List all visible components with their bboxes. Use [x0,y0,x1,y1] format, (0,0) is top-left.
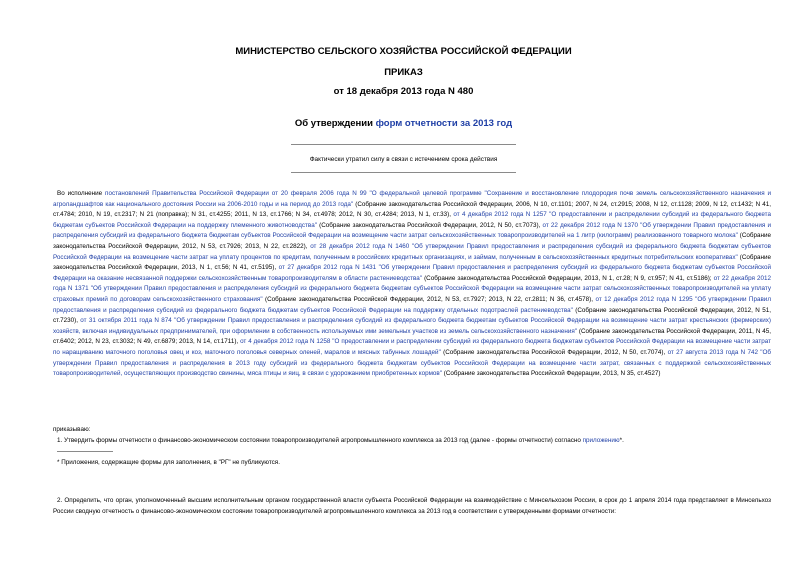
law-link[interactable]: постановлений Правительства Российской Федерации от 20 февраля 2006 года N 99 "О федеральной целевой программе "Сохранение и восстановление плодородия почв земель сельскохозяйственного назначения и агроландшафтов как национального достояния России на 2006-2010 годы и на период до 2013 года" [53,190,771,208]
paragraph-preamble [53,189,771,380]
ministry-heading: МИНИСТЕРСТВО СЕЛЬСКОГО ХОЗЯЙСТВА РОССИЙСКОЙ ФЕДЕРАЦИИ [235,46,572,57]
citation-text: (Собрание законодательства Российской Федерации, 2012, N 50, ст.7073), [316,221,543,229]
law-link[interactable]: от 4 декабря 2012 года N 1258 "О предоставлении и распределении субсидий из федерального бюджета бюджетам субъектов Российской Федерации на возмещение части затрат по наращиванию маточного поголовья овец и коз, маточного поголовья северных оленей, маралов и мясных табунных лошадей" [53,338,771,356]
footnote-divider [57,451,113,452]
law-link[interactable]: от 31 октября 2011 года N 874 "Об утверждении Правил предоставления и распределения субсидий из федерального бюджета бюджетам субъектов Российской Федерации на возмещение части затрат крестьянских (фермерских) хозяйств, включая индивидуальных предпринимателей, при оформлении в собственность используемых ими земельных участков из земель сельскохозяйственного назначения" [53,317,771,335]
paragraph-order: приказываю: [53,426,91,433]
citation-text: (Собрание законодательства Российской Федерации, 2011, N 45, ст.6402; 2012, N 23, ст.3032; N 49, ст.6879; 2013, N 14, ст.1711), [53,327,772,346]
item-1-text: 1. Утвердить формы отчетности о финансово-экономическом состоянии товаропроизводителей агропромышленного комплекса за 2013 год (далее - формы отчетности) согласно [57,437,583,444]
law-link[interactable]: от 22 декабря 2012 года N 1370 "Об утверждении Правил предоставления и распределения субсидий из федерального бюджета бюджетам субъектов Российской Федерации на возмещение части затрат сельскохозяйственных товаропроизводителей на 1 литр (килограмм) реализованного товарного молока" [53,221,772,240]
law-link[interactable]: от 4 декабря 2012 года N 1257 "О предоставлении и распределении субсидий из федерального бюджета бюджетам субъектов Российской Федерации на поддержку племенного животноводства" [53,211,771,229]
divider-top [291,144,516,145]
law-link[interactable]: от 22 декабря 2012 года N 1371 "Об утверждении Правил предоставления и распределения субсидий из федерального бюджета бюджетам субъектов Российской Федерации на возмещение части затрат сельскохозяйственных товаропроизводителей на уплату страховых премий по договорам сельскохозяйственного страхования" [53,274,771,303]
law-link[interactable]: от 27 декабря 2012 года N 1431 "Об утверждении Правил предоставления и распределения субсидий из федерального бюджета бюджетам субъектов Российской Федерации на оказание несвязанной поддержки сельскохозяйственным товаропроизводителям в области растениеводства" [53,264,771,282]
citation-text: (Собрание законодательства Российской Федерации, 2013, N 1, ст.56; N 41, ст.5195), [53,253,771,272]
paragraph-item-1 [53,436,771,447]
law-link[interactable]: от 28 декабря 2012 года N 1460 "Об утверждении Правил предоставления и распределения субсидий из федерального бюджета бюджетам субъектов Российской Федерации на возмещение части затрат на уплату процентов по кредитам, полученным в российских кредитных организациях, и займам, полученным в сельскохозяйственных кредитных потребительских кооперативах" [53,242,771,261]
date-number: от 18 декабря 2013 года N 480 [333,86,474,97]
citation-text: (Собрание законодательства Российской Федерации, 2012, N 53, ст.7927; 2013, N 22, ст.2811; N 36, ст.4578), [262,295,596,303]
law-link[interactable]: от 12 декабря 2012 года N 1295 "Об утверждении Правил предоставления и распределения субсидий из федерального бюджета бюджетам субъектов Российской Федерации на поддержку отдельных подотраслей растениеводства" [53,295,771,314]
doc-type-heading: ПРИКАЗ [384,67,423,78]
paragraph-item-2: 2. Определить, что орган, уполномоченный высшим исполнительным органом государственной власти субъекта Российской Федерации на взаимодействие с Минсельхозом России, в срок до 1 апреля 2014 года представляет в Минсельхоз России сводную отчетность о финансово-экономическом состоянии товаропроизводителей агропромышленного комплекса за 2013 год в соответствии с утвержденными формами отчетности: [53,497,771,515]
citation-text: (Собрание законодательства Российской Федерации, 2013, N 35, ст.4527) [442,370,661,378]
citation-text: (Собрание законодательства Российской Федерации, 2012, N 50, ст.7074), [440,348,668,356]
preamble-intro: Во исполнение [57,190,106,197]
citation-text: (Собрание законодательства Российской Федерации, 2013, N 1, ст.28; N 9, ст.957; N 41, ст.5186); [422,274,714,282]
title-prefix: Об утверждении [294,118,376,129]
appendix-link[interactable]: приложению [582,437,620,444]
divider-bottom [291,172,516,173]
document-title [0,118,807,129]
law-link[interactable]: от 27 августа 2013 года N 742 "Об утверждении Правил предоставления и распределения в 2013 году субсидий из федерального бюджета бюджетам субъектов Российской Федерации на возмещение части затрат, связанных с поддержкой сельскохозяйственных товаропроизводителей, осуществляющих производство свинины, мяса птицы и яиц, в связи с удорожанием приобретенных кормов" [53,348,772,378]
status-note: Фактически утратил силу в связи с истечением срока действия [309,156,498,163]
citation-text: (Собрание законодательства Российской Федерации, 2012, N 51, ст.7230), [53,306,771,325]
item-1-end: *. [619,437,624,444]
citation-text: (Собрание законодательства Российской Федерации, 2012, N 53, ст.7926; 2013, N 22, ст.2822), [53,232,771,250]
footnote: * Приложения, содержащие формы для заполнения, в "РГ" не публикуются. [57,459,280,466]
title-link[interactable]: форм отчетности за 2013 год [375,118,513,129]
citation-text: (Собрание законодательства Российской Федерации, 2006, N 10, ст.1101; 2007, N 24, ст.2915; 2008, N 12, ст.1128; 2009, N 12, ст.1432; N 41, ст.4784; 2010, N 19, ст.2317; N 21 (поправка); N 31, ст.4255; 2011, N 13, ст.1766; N 34, ст.4978; 2012, N 30, ст.4284; 2013, N 1, ст.33), [53,200,771,219]
